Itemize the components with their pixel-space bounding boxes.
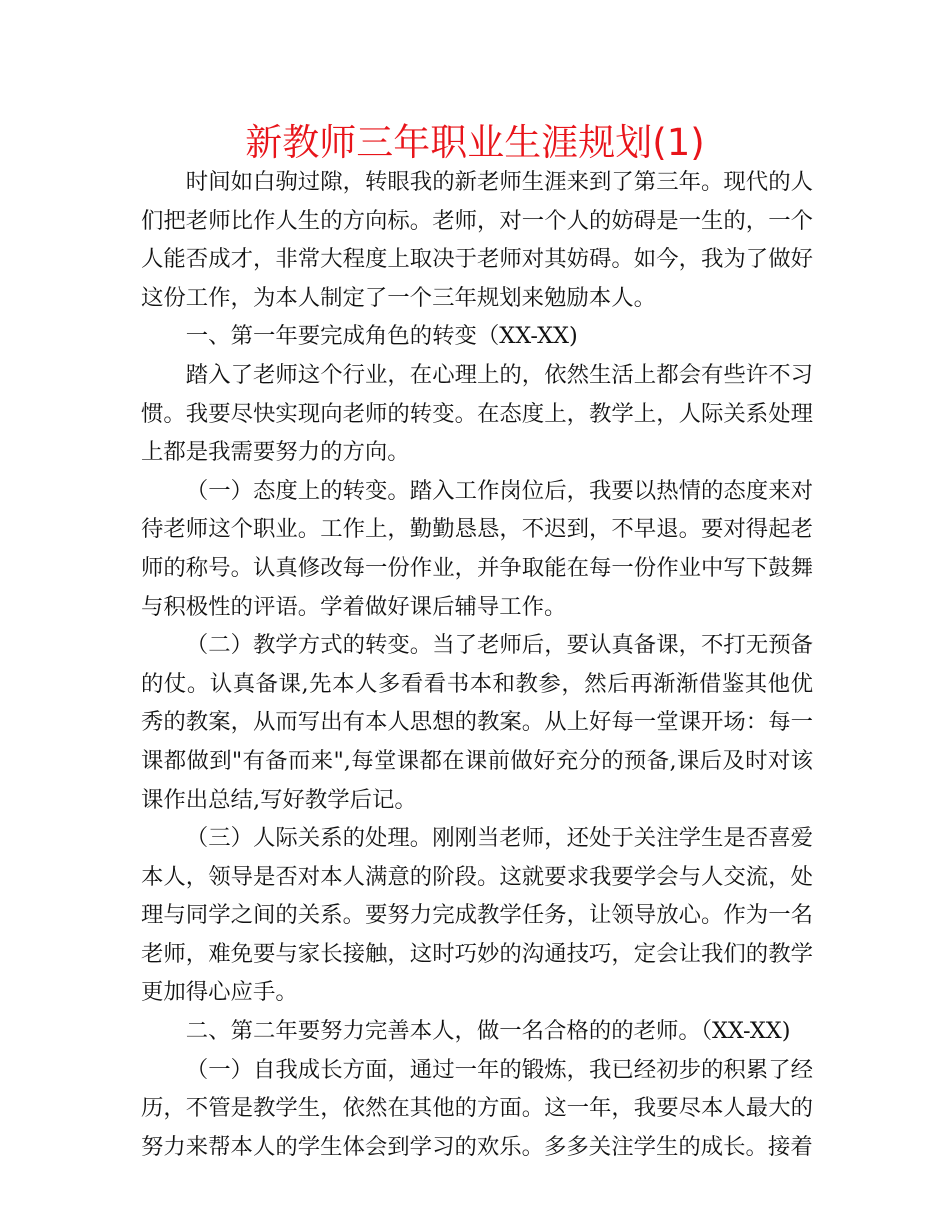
document-body [141,163,813,1166]
paragraph-relationships: （三）人际关系的处理。刚刚当老师，还处于关注学生是否喜爱本人，领导是否对本人满意的阶段。这就要求我要学会与人交流，处理与同学之间的关系。要努力完成教学任务，让领导放心。作为一名老师，难免要与家长接触，这时巧妙的沟通技巧，定会让我们的教学更加得心应手。 [141,825,813,1006]
paragraph-attitude: （一）态度上的转变。踏入工作岗位后，我要以热情的态度来对待老师这个职业。工作上，勤勤恳恳，不迟到，不早退。要对得起老师的称号。认真修改每一份作业，并争取能在每一份作业中写下鼓舞与积极性的评语。学着做好课后辅导工作。 [141,477,813,620]
section-heading-year-two: 二、第二年要努力完善本人，做一名合格的的老师。（XX-XX) [185,1018,791,1045]
paragraph-teaching-method: （二）教学方式的转变。当了老师后，要认真备课，不打无预备的仗。认真备课,先本人多看看书本和教参，然后再渐渐借鉴其他优秀的教案，从而写出有本人思想的教案。从上好每一堂课开场：每一课都做到"有备而来",每堂课都在课前做好充分的预备,课后及时对该课作出总结,写好教学后记。 [141,632,813,813]
paragraph-intro: 时间如白驹过隙，转眼我的新老师生涯来到了第三年。现代的人们把老师比作人生的方向标。老师，对一个人的妨碍是一生的，一个人能否成才，非常大程度上取决于老师对其妨碍。如今，我为了做好这份工作，为本人制定了一个三年规划来勉励本人。 [141,169,813,311]
section-heading-year-one: 一、第一年要完成角色的转变（XX-XX) [185,323,578,350]
document-title: 新教师三年职业生涯规划(1) [245,121,705,164]
paragraph-self-growth: （一）自我成长方面，通过一年的锻炼，我已经初步的积累了经历，不管是教学生，依然在其他的方面。这一年，我要尽本人最大的努力来帮本人的学生体会到学习的欢乐。多多关注学生的成长。接着 [141,1056,813,1160]
paragraph-year-one-intro: 踏入了老师这个行业，在心理上的，依然生活上都会有些许不习惯。我要尽快实现向老师的转变。在态度上，教学上，人际关系处理上都是我需要努力的方向。 [141,361,813,466]
